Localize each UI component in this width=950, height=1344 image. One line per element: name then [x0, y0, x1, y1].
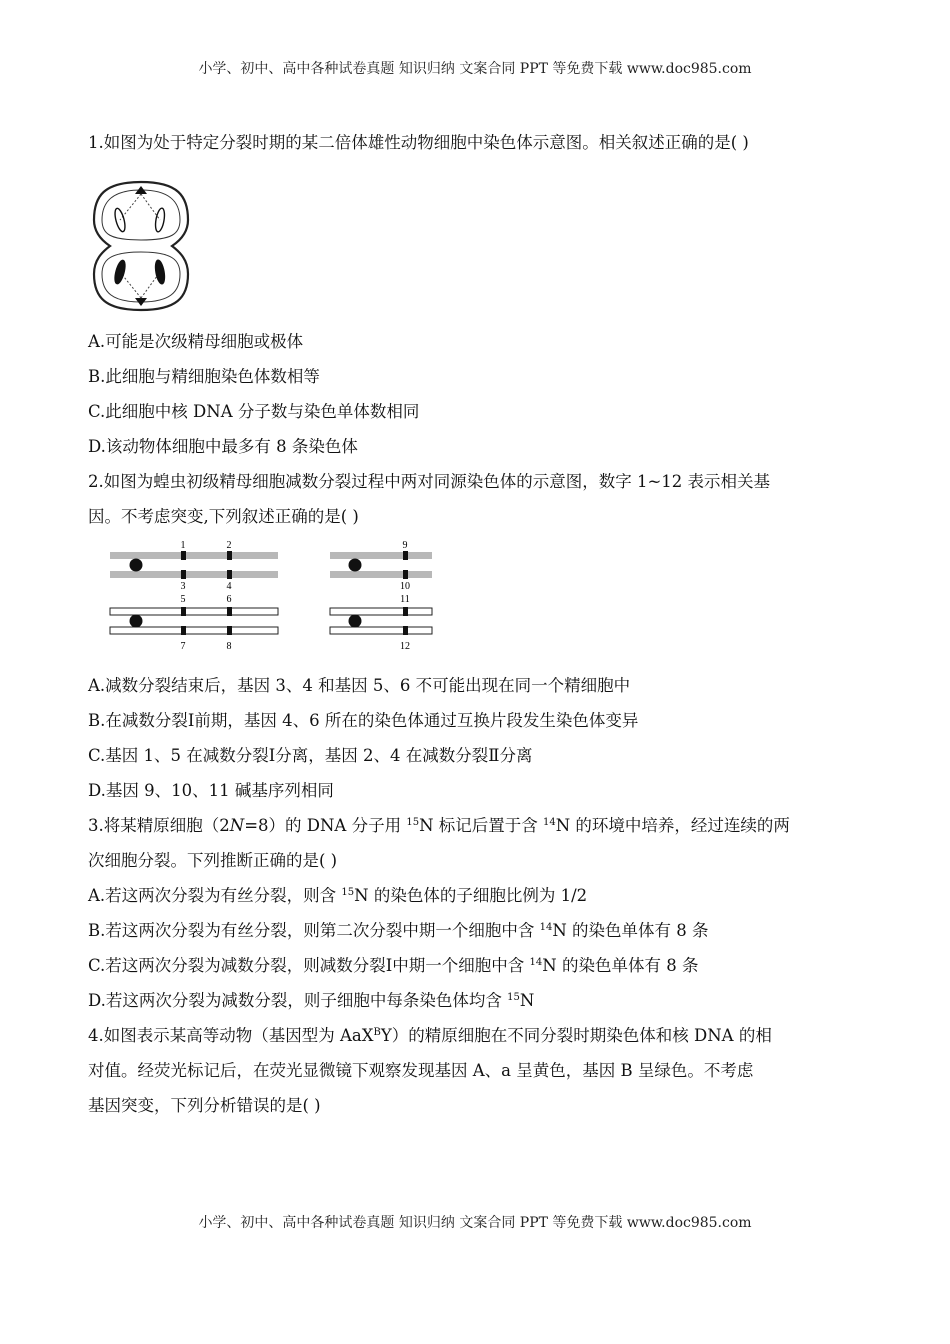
q2-stem-line1: 2.如图为蝗虫初级精母细胞减数分裂过程中两对同源染色体的示意图，数字 1~12 表示相关基	[88, 472, 771, 491]
gene-label-2: 2	[226, 540, 232, 551]
q3-option-c: C.若这两次分裂为减数分裂，则减数分裂Ⅰ中期一个细胞中含 $^{14}$N 的染色单体有 8 条	[88, 956, 699, 975]
q2-option-b: B.在减数分裂Ⅰ前期，基因 4、6 所在的染色体通过互换片段发生染色体变异	[88, 711, 639, 730]
q2-stem-line2: 因。不考虑突变,下列叙述正确的是( )	[88, 507, 359, 526]
q1-cell-figure	[88, 176, 194, 316]
gene-label-11: 11	[400, 594, 410, 605]
q1-option-a: A.可能是次级精母细胞或极体	[88, 332, 304, 351]
q3-option-a: A.若这两次分裂为有丝分裂，则含 $^{15}$N 的染色体的子细胞比例为 1/2	[88, 886, 588, 905]
q2-option-c: C.基因 1、5 在减数分裂Ⅰ分离，基因 2、4 在减数分裂Ⅱ分离	[88, 746, 533, 765]
q2-option-d: D.基因 9、10、11 碱基序列相同	[88, 781, 334, 800]
q2-option-a: A.减数分裂结束后，基因 3、4 和基因 5、6 不可能出现在同一个精细胞中	[88, 676, 631, 695]
gene-label-3: 3	[180, 581, 186, 592]
q4-stem-line2: 对值。经荧光标记后，在荧光显微镜下观察发现基因 A、a 呈黄色，基因 B 呈绿色。不考虑	[88, 1061, 754, 1080]
q3-option-b: B.若这两次分裂为有丝分裂，则第二次分裂中期一个细胞中含 $^{14}$N 的染色单体有 8 条	[88, 921, 709, 940]
gene-label-4: 4	[226, 581, 232, 592]
gene-label-10: 10	[400, 581, 410, 592]
gene-label-7: 7	[180, 641, 186, 652]
gene-label-8: 8	[226, 641, 232, 652]
gene-label-12: 12	[400, 641, 410, 652]
gene-label-6: 6	[226, 594, 232, 605]
q4-stem-line3: 基因突变，下列分析错误的是( )	[88, 1096, 321, 1115]
q1-stem: 1.如图为处于特定分裂时期的某二倍体雄性动物细胞中染色体示意图。相关叙述正确的是( )	[88, 133, 749, 152]
q3-stem-line2: 次细胞分裂。下列推断正确的是( )	[88, 851, 338, 870]
page-footer: 小学、初中、高中各种试卷真题 知识归纳 文案合同 PPT 等免费下载 www.doc985.com	[198, 1215, 752, 1231]
q3-option-d: D.若这两次分裂为减数分裂，则子细胞中每条染色体均含 $^{15}$N	[88, 991, 535, 1010]
q1-option-b: B.此细胞与精细胞染色体数相等	[88, 367, 320, 386]
q1-option-c: C.此细胞中核 DNA 分子数与染色单体数相同	[88, 402, 420, 421]
q1-option-d: D.该动物体细胞中最多有 8 条染色体	[88, 437, 358, 456]
gene-label-5: 5	[180, 594, 186, 605]
gene-label-1: 1	[180, 540, 186, 551]
q4-stem-line1: 4.如图表示某高等动物（基因型为 AaX$^B$Y）的精原细胞在不同分裂时期染色体和核 DNA 的相	[88, 1026, 772, 1045]
gene-label-9: 9	[402, 540, 408, 551]
page-header: 小学、初中、高中各种试卷真题 知识归纳 文案合同 PPT 等免费下载 www.doc985.com	[198, 61, 752, 77]
q2-chromosome-figure	[88, 536, 448, 660]
q3-stem-line1: 3.将某精原细胞（2N=8）的 DNA 分子用 $^{15}$N 标记后置于含 $^{14}$N 的环境中培养，经过连续的两	[88, 816, 790, 835]
